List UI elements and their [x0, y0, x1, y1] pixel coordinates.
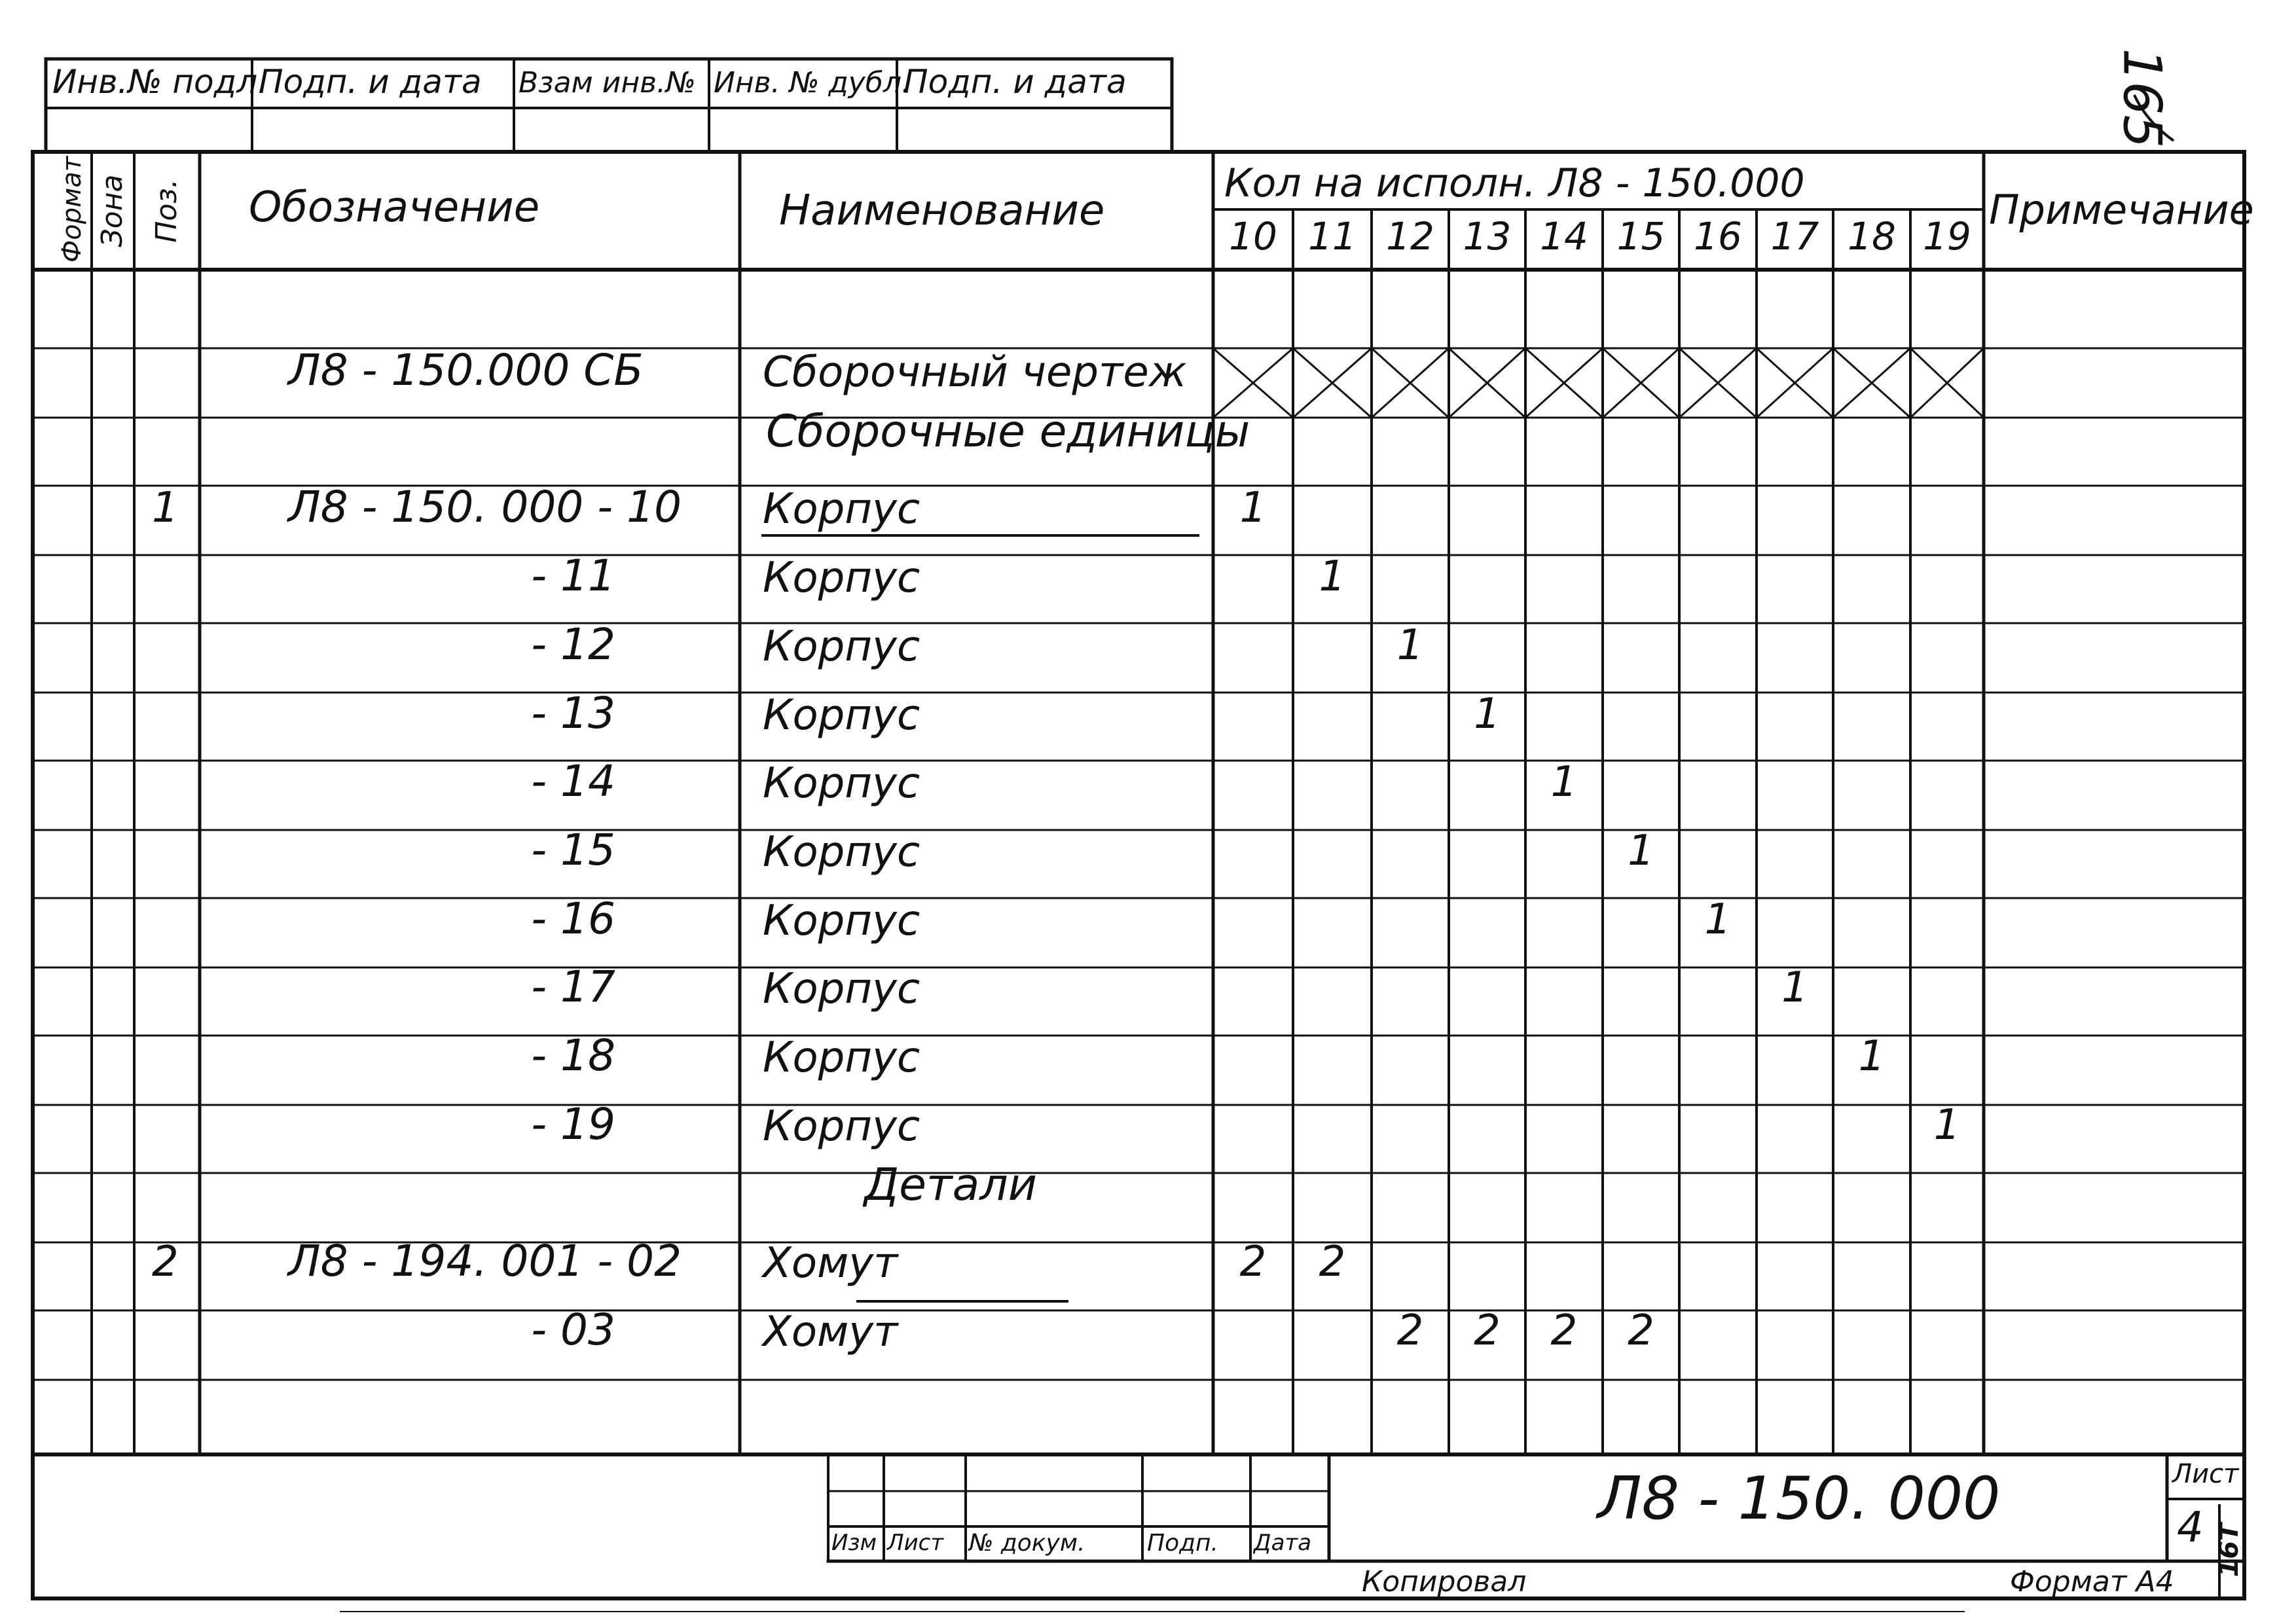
- header-pos: Поз.: [150, 179, 183, 243]
- qty-cell: 1: [1781, 964, 1808, 1013]
- margin-inv-podl: Инв.№ подл.: [52, 63, 268, 101]
- variant-header: 18: [1848, 214, 1896, 259]
- variant-header: 14: [1540, 214, 1588, 259]
- row-name: Корпус: [763, 896, 920, 945]
- row-name: Корпус: [763, 827, 920, 876]
- tb-podp: Подп.: [1147, 1530, 1218, 1557]
- margin-podp-data-2: Подп. и дата: [903, 63, 1127, 101]
- variant-header: 17: [1770, 214, 1819, 259]
- header-zone: Зона: [96, 174, 129, 247]
- row-designation: - 15: [531, 824, 615, 875]
- row-designation: - 17: [531, 962, 615, 1013]
- row-designation: Л8 - 150. 000 - 10: [288, 482, 682, 533]
- header-note: Примечание: [1989, 186, 2254, 234]
- copied-by: Копировал: [1362, 1565, 1527, 1598]
- tb-doc: № докум.: [969, 1530, 1085, 1557]
- margin-podp-data-1: Подп. и дата: [259, 63, 482, 101]
- row-designation: - 16: [531, 893, 615, 944]
- row-pos: 2: [152, 1238, 179, 1287]
- qty-cell: 1: [1858, 1032, 1886, 1081]
- document-number: Л8 - 150. 000: [1597, 1464, 2001, 1533]
- page-number: 165: [2111, 48, 2173, 149]
- row-designation: - 18: [531, 1030, 615, 1081]
- row-name: Сборочный чертеж: [763, 348, 1187, 397]
- header-qty: Кол на исполн. Л8 - 150.000: [1224, 160, 1805, 206]
- qty-cell: 1: [1933, 1100, 1961, 1149]
- section-heading: Сборочные единицы: [766, 405, 1250, 458]
- qty-cell: 1: [1319, 552, 1346, 602]
- row-name: Корпус: [763, 1102, 920, 1151]
- qty-cell: 1: [1474, 689, 1501, 738]
- qty-cell: 2: [1628, 1306, 1654, 1355]
- header-format: Формат: [57, 156, 87, 263]
- qty-cell: 1: [1239, 484, 1267, 533]
- row-name: Корпус: [763, 1034, 920, 1083]
- qty-cell: 1: [1628, 826, 1654, 875]
- row-pos: 1: [152, 484, 179, 533]
- tb-izm: Изм: [831, 1530, 877, 1556]
- variant-header: 16: [1694, 214, 1742, 259]
- variant-header: 11: [1308, 214, 1357, 259]
- margin-inv-dubl: Инв. № дубл.: [714, 66, 911, 99]
- row-designation: Л8 - 194. 001 - 02: [288, 1236, 682, 1287]
- tb-list: Лист: [887, 1530, 944, 1556]
- row-name: Хомут: [763, 1307, 898, 1356]
- section-heading: Детали: [864, 1159, 1037, 1212]
- row-name: Корпус: [763, 691, 920, 740]
- row-name: Корпус: [763, 965, 920, 1014]
- variant-header: 19: [1923, 214, 1971, 259]
- row-name: Корпус: [763, 485, 920, 534]
- row-designation: - 03: [531, 1304, 615, 1355]
- tb-data: Дата: [1254, 1530, 1312, 1556]
- qty-cell: 2: [1396, 1306, 1424, 1355]
- qty-cell: 1: [1396, 621, 1424, 670]
- qty-cell: 1: [1704, 895, 1732, 944]
- variant-header: 13: [1463, 214, 1512, 259]
- row-designation: - 13: [531, 687, 615, 738]
- qty-cell: 2: [1319, 1238, 1346, 1287]
- sheet-label: Лист: [2172, 1459, 2239, 1489]
- variant-header: 12: [1386, 214, 1434, 259]
- row-name: Хомут: [763, 1239, 898, 1288]
- qty-cell: 2: [1474, 1306, 1501, 1355]
- archive-stamp: 16Т: [2214, 1523, 2244, 1578]
- row-designation: - 12: [531, 619, 615, 670]
- header-designation: Обозначение: [249, 183, 540, 232]
- row-designation: Л8 - 150.000 СБ: [288, 345, 644, 396]
- sheet-format: Формат А4: [2010, 1565, 2174, 1598]
- variant-header: 10: [1229, 214, 1277, 259]
- row-name: Корпус: [763, 759, 920, 808]
- row-name: Корпус: [763, 554, 920, 603]
- variant-header: 15: [1616, 214, 1666, 259]
- qty-cell: 2: [1550, 1306, 1578, 1355]
- row-name: Корпус: [763, 622, 920, 671]
- qty-cell: 2: [1239, 1238, 1267, 1287]
- margin-vzam-inv: Взам инв.№: [519, 66, 696, 99]
- row-designation: - 11: [531, 550, 615, 602]
- header-name: Наименование: [779, 187, 1105, 235]
- row-designation: - 19: [531, 1098, 615, 1149]
- sheet-number: 4: [2177, 1504, 2204, 1552]
- qty-cell: 1: [1550, 758, 1578, 807]
- row-designation: - 14: [531, 756, 615, 807]
